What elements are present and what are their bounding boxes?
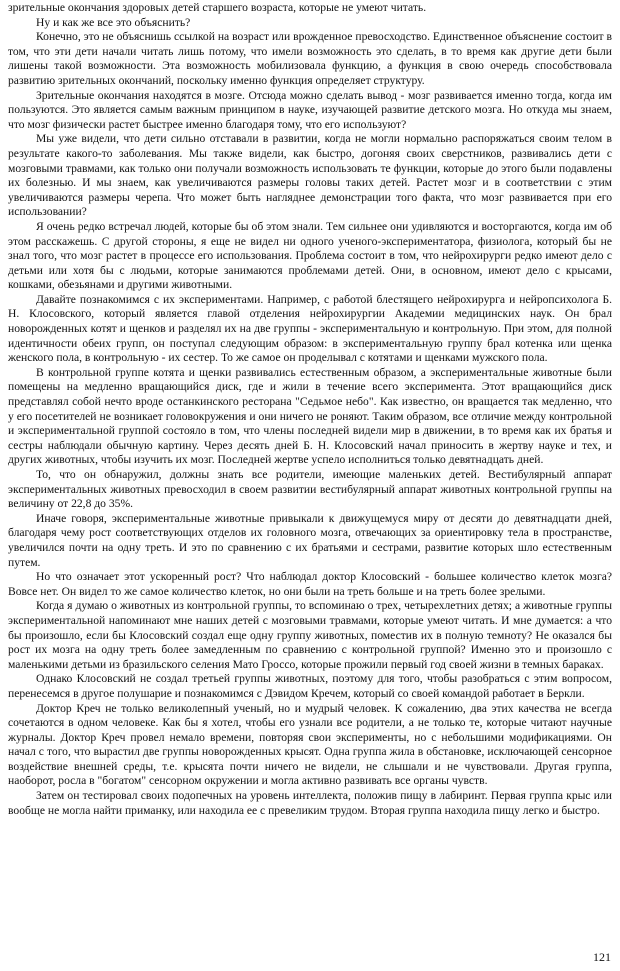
paragraph: В контрольной группе котята и щенки развивались естественным образом, а экспериментальные животные были помещены на медленно вращающийся диск, где и жили в течение всего эксперимента. Этот вращающийся диск представлял собой нечто вроде останкинского ресторана "Седьмое небо". Как известно, он вращается так медленно, что у его посетителей не возникает головокружения и они ничего не роняют. Таким образом, все отличие между контрольной и экспериментальной группой состояло в том, что члены последней видели мир в движении, в то время как их братья и сестры наблюдали обычную картину. Через десять дней Б. Н. Клосовский начал приносить в жертву науке и тех, и других животных, чтобы изучить их мозг. Последней жертве успело исполниться только девятнадцать дней. — [8, 365, 612, 467]
paragraph: Ну и как же все это объяснить? — [36, 15, 191, 29]
paragraph: зрительные окончания здоровых детей старшего возраста, которые не умеют читать. — [8, 1, 427, 14]
paragraph: То, что он обнаружил, должны знать все родители, имеющие маленьких детей. Вестибулярный аппарат экспериментальных животных превосходил в своем развитии вестибулярный аппарат животных контрольной группы на величину от 22,8 до 35%. — [8, 468, 612, 511]
page-number: 121 — [593, 950, 611, 964]
paragraph: Мы уже видели, что дети сильно отставали в развитии, когда не могли нормально распоряжаться своим телом в результате какого-то заболевания. Мы также видели, как быстро, догоняя своих сверстников, развивались дети с мозговыми травмами, как только они получали возможность использовать те функции, которые до этого были подавлены их болезнью. И мы знаем, как увеличиваются размеры головы таких детей. Растет мозг и в соответствии с этим увеличиваются размеры черепа. Что может быть нагляднее демонстрации того факта, что мозг развивается при его использовании? — [8, 132, 612, 219]
paragraph: Я очень редко встречал людей, которые бы об этом знали. Тем сильнее они удивляются и восторгаются, когда им об этом расскажешь. С другой стороны, я еще не видел ни одного ученого-экспериментатора, физиолога, который бы не знал того, что мозг растет в процессе его использования. Проблема состоит в том, что нейрохирурги редко имеют дело с детьми или хотя бы с людьми, которые занимаются проблемами детей. Они, в основном, имеют дело с крысами, кошками, обезьянами и другими животными. — [8, 219, 612, 292]
paragraph: Однако Клосовский не создал третьей группы животных, поэтому для того, чтобы разобраться с этим вопросом, перенесемся в другое полушарие и познакомимся с Дэвидом Кречем, который со своей командой работает в Беркли. — [8, 672, 612, 700]
paragraph: Иначе говоря, экспериментальные животные привыкали к движущемуся миру от десяти до девятнадцати дней, благодаря чему рост соответствующих отделов их головного мозга, отвечающих за ориентировку тела в пространстве, увеличился почти на одну треть. И это по сравнению с их братьями и сестрами, развитие которых шло естественным путем. — [8, 511, 612, 569]
paragraph: Зрительные окончания находятся в мозге. Отсюда можно сделать вывод - мозг развивается именно тогда, когда им пользуются. Это является самым важным принципом в науке, изучающей развитие детского мозга. Но откуда мы знаем, что мозг физически растет быстрее именно благодаря тому, что его используют? — [8, 88, 612, 131]
paragraph: Давайте познакомимся с их экспериментами. Например, с работой блестящего нейрохирурга и нейропсихолога Б. Н. Клосовского, который является главой отделения нейрохирургии Академии медицинских наук. Он брал новорожденных котят и щенков и разделял их на две группы - экспериментальную и контрольную. При этом, для полной идентичности обеих групп, он поступал следующим образом: в экспериментальную группу брал котенка или щенка женского пола, в контрольную - их сестер. То же самое он проделывал с котятами и щенками мужского пола. — [8, 292, 612, 365]
paragraph: Конечно, это не объяснишь ссылкой на возраст или врожденное превосходство. Единственное объяснение состоит в том, что эти дети начали читать лишь потому, что имели возможность это сделать, в то время как другие дети были лишены такой возможности. Эта возможность мобилизовала функцию, а функция в свою очередь способствовала развитию зрительных окончаний, поскольку именно функция определяет структуру. — [8, 30, 612, 87]
paragraph: Доктор Креч не только великолепный ученый, но и мудрый человек. К сожалению, два этих качества не всегда сочетаются в одном человеке. Как бы я хотел, чтобы его узнали все родители, а не только те, которые читают научные журналы. Доктор Креч провел немало времени, повторяя свои эксперименты, но с небольшими модификациями. Он начал с того, что вырастил две группы новорожденных крысят. Одна группа жила в обстановке, исключающей сенсорное воздействие внешней среды, т.е. крысята почти ничего не видели, не слышали и не чувствовали. Другая группа, наоборот, росла в "богатом" сенсорном окружении и могла активно развивать все органы чувств. — [8, 701, 612, 788]
paragraph: Когда я думаю о животных из контрольной группы, то вспоминаю о трех, четырехлетних детях; а животные группы экспериментальной напоминают мне наших детей с мозговыми травмами, которые умеют читать. И мне думается: а что бы произошло, если бы Клосовский создал еще одну группу животных, поместив их в полную темноту? Не оказался бы рост их мозга на одну треть более замедленным по сравнению с контрольной группой? Именно это и произошло с маленькими детьми из бразильского селения Мато Гроссо, которые прожили первый год своей жизни в темных бараках. — [8, 599, 612, 671]
paragraph: Затем он тестировал своих подопечных на уровень интеллекта, положив пищу в лабиринт. Первая группа крыс или вообще не могла найти приманку, или находила ее с превеликим трудом. Вторая группа находила пищу легко и быстро. — [8, 789, 612, 817]
paragraph: Но что означает этот ускоренный рост? Что наблюдал доктор Клосовский - большее количество клеток мозга? Вовсе нет. Он видел то же самое количество клеток, но они были на треть больше и на треть более зрелыми. — [8, 570, 612, 598]
